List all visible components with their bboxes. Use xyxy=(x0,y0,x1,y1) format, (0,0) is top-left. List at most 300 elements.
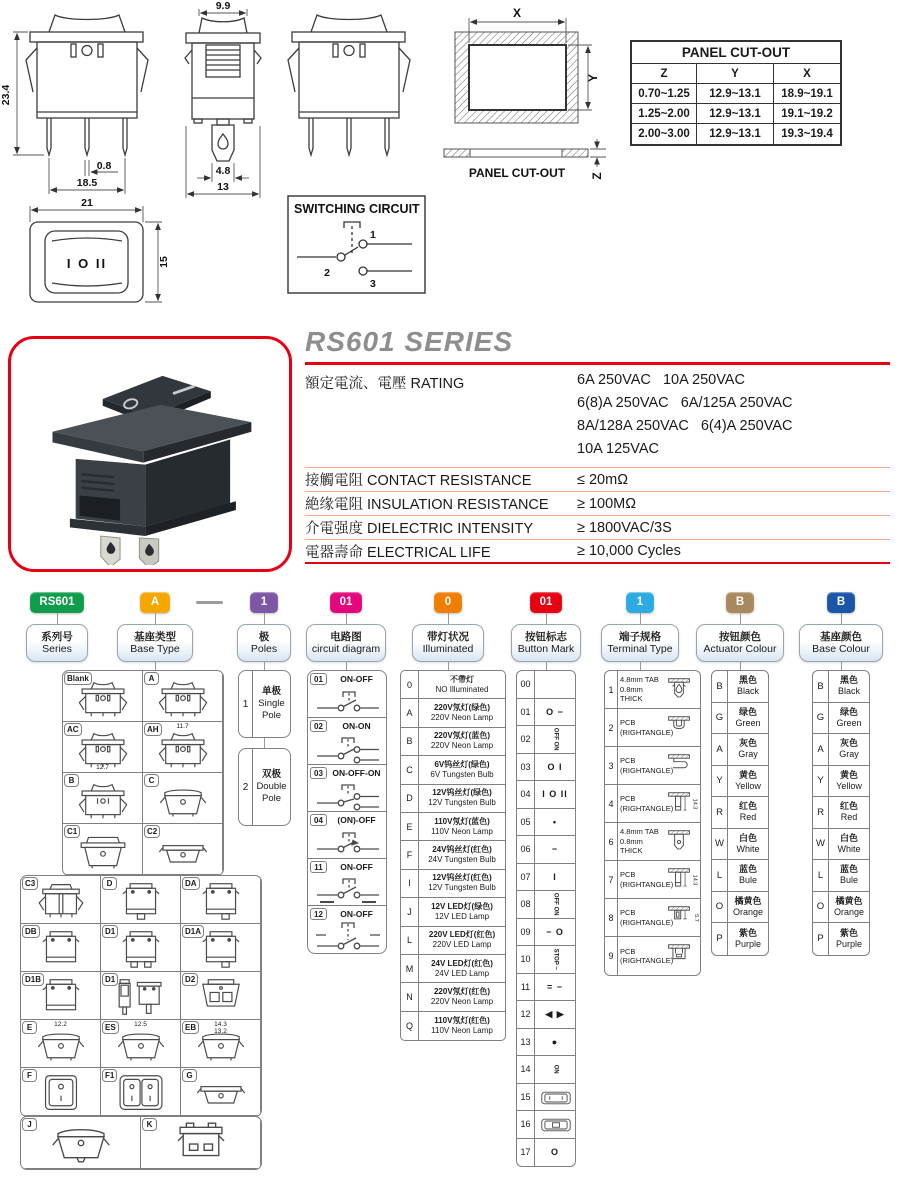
base-type-cell xyxy=(21,972,101,1020)
illuminated-en: 6V Tungsten Bulb xyxy=(430,769,494,779)
button-mark-code: 07 xyxy=(517,864,535,891)
illuminated-code: L xyxy=(401,927,419,954)
colour-en: Orange xyxy=(833,906,865,917)
colour-row xyxy=(712,703,768,735)
base-type-label: D1B xyxy=(22,973,44,986)
base-type-label: E xyxy=(22,1021,37,1034)
circuit-schematic xyxy=(312,875,384,905)
connector-line xyxy=(841,613,842,624)
colour-code: P xyxy=(813,923,829,955)
spec-value: ≥ 1800VAC/3S xyxy=(577,519,672,536)
button-mark-row xyxy=(517,974,575,1002)
button-mark-code: 03 xyxy=(517,754,535,781)
front-view-drawing-2 xyxy=(288,15,410,155)
order-header-poles xyxy=(237,624,291,662)
panel-table-cell: 0.70~1.25 xyxy=(632,84,697,103)
order-header-actuator-colour xyxy=(696,624,784,662)
order-header-base-colour xyxy=(799,624,883,662)
base-type-label: D2 xyxy=(182,973,198,986)
base-type-cell xyxy=(143,824,223,875)
button-mark-glyph: O I xyxy=(547,761,563,772)
base-type-label: C2 xyxy=(144,825,160,838)
colour-cn: 白色 xyxy=(738,832,757,843)
terminal-dim: 14.3 xyxy=(691,874,698,885)
colour-cn: 黑色 xyxy=(738,675,757,686)
base-type-switch-drawing xyxy=(159,1120,243,1166)
button-mark-code: 12 xyxy=(517,1001,535,1028)
button-mark-glyph: − xyxy=(551,844,559,855)
header-cn: 极 xyxy=(258,630,270,643)
panel-table-cell: 1.25~2.00 xyxy=(632,104,697,123)
terminal-row xyxy=(605,899,700,937)
panel-table-header-y: Y xyxy=(697,64,774,83)
pole-en: Double Pole xyxy=(256,781,287,804)
colour-code: A xyxy=(813,734,829,765)
colour-row xyxy=(813,923,869,955)
illuminated-en: 12V Tungsten Bulb xyxy=(428,798,496,808)
panel-cutout-drawing xyxy=(444,6,606,180)
base-type-label: EB xyxy=(182,1021,199,1034)
base-type-label: AH xyxy=(144,723,162,736)
terminal-line1: PCB xyxy=(620,870,636,879)
terminal-code: 6 xyxy=(605,823,618,860)
base-type-switch-drawing xyxy=(150,730,216,770)
base-type-cell xyxy=(101,876,181,924)
illuminated-en: NO Illuminated xyxy=(435,684,489,694)
order-column-actuator-colour xyxy=(696,592,784,662)
colour-en: Green xyxy=(836,717,862,728)
button-mark-code: 10 xyxy=(517,946,535,973)
order-column-series xyxy=(26,592,88,662)
colour-cn: 橘黄色 xyxy=(835,895,863,906)
base-type-dim: 12.7 xyxy=(96,764,109,771)
illuminated-cn: 24V LED灯(红色) xyxy=(431,958,493,968)
illuminated-row xyxy=(401,870,505,898)
illuminated-row xyxy=(401,699,505,727)
base-type-label: A xyxy=(144,672,159,685)
spec-label: 電器壽命 ELECTRICAL LIFE xyxy=(305,544,491,561)
base-type-label: B xyxy=(64,774,79,787)
spec-value: ≥ 10,000 Cycles xyxy=(577,543,681,559)
circuit-schematic xyxy=(312,687,384,717)
base-type-dim: 12.2 xyxy=(54,1021,67,1028)
colour-row xyxy=(712,829,768,861)
circuit-code: 02 xyxy=(310,720,327,732)
colour-code: O xyxy=(712,892,728,923)
terminal-line2: (RIGHTANGLE) xyxy=(620,956,674,965)
colour-en: Purple xyxy=(835,938,862,949)
order-badge-base-type: A xyxy=(140,592,170,613)
illuminated-cn: 220V LED灯(红色) xyxy=(428,930,496,940)
button-mark-code: 06 xyxy=(517,836,535,863)
colour-code: P xyxy=(712,923,728,955)
connector-line xyxy=(546,613,547,624)
colour-cn: 蓝色 xyxy=(839,864,858,875)
base-type-grid-upper xyxy=(62,670,224,876)
terminal-line1: PCB xyxy=(620,718,636,727)
header-en: Terminal Type xyxy=(607,643,673,655)
product-photo-frame xyxy=(8,336,292,572)
rating-line: 8A/128A 250VAC 6(4)A 250VAC xyxy=(577,418,793,434)
header-cn: 按钮颜色 xyxy=(719,630,761,643)
circuit-schematic xyxy=(312,734,384,764)
illuminated-en: 110V Neon Lamp xyxy=(431,1025,493,1035)
colour-en: White xyxy=(837,843,861,854)
illuminated-row xyxy=(401,841,505,869)
terminal-code: 8 xyxy=(605,899,618,936)
circuit-cell xyxy=(308,765,386,812)
base-type-switch-drawing xyxy=(108,1073,174,1113)
order-column-circuit xyxy=(306,592,386,662)
base-type-label: DB xyxy=(22,925,40,938)
colour-code: Y xyxy=(813,766,829,797)
product-photo xyxy=(19,343,281,565)
illuminated-cn: 24V钨丝灯(红色) xyxy=(432,845,492,855)
spec-value: ≤ 20mΩ xyxy=(577,471,629,488)
order-column-base-colour xyxy=(799,592,883,662)
colour-row xyxy=(712,766,768,798)
colour-code: G xyxy=(813,703,829,734)
order-badge-actuator-colour: B xyxy=(726,592,754,613)
terminal-type-table xyxy=(604,670,701,976)
order-column-poles xyxy=(237,592,291,662)
terminal-row xyxy=(605,823,700,861)
terminal-icon xyxy=(666,904,692,932)
colour-en: Bule xyxy=(839,875,858,886)
circuit-code: 03 xyxy=(310,767,327,779)
header-en: Base Type xyxy=(130,643,180,655)
colour-en: Gray xyxy=(738,749,758,760)
panel-table-row xyxy=(632,104,840,124)
base-type-switch-drawing xyxy=(28,1025,94,1065)
circuit-cell xyxy=(308,671,386,718)
colour-en: Yellow xyxy=(735,780,761,791)
colour-row xyxy=(813,860,869,892)
circuit-cell xyxy=(308,718,386,765)
illuminated-cn: 220V氖灯(红色) xyxy=(433,986,490,996)
terminal-line2: (RIGHTANGLE) xyxy=(620,917,674,927)
dim-pin-width: 0.8 xyxy=(96,160,112,172)
terminal-code: 3 xyxy=(605,747,618,784)
terminal-icon xyxy=(666,752,692,780)
button-mark-code: 16 xyxy=(517,1111,535,1138)
spec-rating-values xyxy=(577,369,793,461)
base-type-cell xyxy=(63,722,143,773)
terminal-icon xyxy=(666,866,692,894)
terminal-code: 2 xyxy=(605,709,618,746)
order-header-circuit xyxy=(306,624,386,662)
base-type-cell xyxy=(181,924,261,972)
poles-option-double xyxy=(238,748,291,826)
header-en: circuit diagram xyxy=(311,643,381,655)
terminal-line2: (RIGHTANGLE) xyxy=(620,879,674,889)
poles-option-single xyxy=(238,670,291,738)
base-type-label: ES xyxy=(102,1021,119,1034)
dim-tab-width: 4.8 xyxy=(215,165,231,177)
base-type-switch-drawing xyxy=(150,781,216,821)
colour-row xyxy=(813,797,869,829)
colour-row xyxy=(813,892,869,924)
colour-en: White xyxy=(736,843,760,854)
connector-line xyxy=(264,613,265,624)
colour-row xyxy=(712,671,768,703)
circuit-diagram-table xyxy=(307,670,387,954)
colour-code: Y xyxy=(712,766,728,797)
base-type-cell xyxy=(181,1068,261,1116)
dim-side-width: 13 xyxy=(217,181,229,193)
panel-table-cell: 19.1~19.2 xyxy=(781,108,833,120)
base-type-switch-drawing xyxy=(188,1073,254,1113)
terminal-line1: PCB xyxy=(620,946,636,956)
rating-line: 6A 250VAC 10A 250VAC xyxy=(577,372,745,388)
illuminated-row xyxy=(401,728,505,756)
illuminated-en: 220V Neon Lamp xyxy=(430,996,494,1006)
connector-line xyxy=(640,613,641,624)
circuit-terminal-1: 1 xyxy=(370,229,376,241)
base-type-label: F xyxy=(22,1069,37,1082)
base-type-label: K xyxy=(142,1118,157,1131)
base-type-dim: 14.3 xyxy=(214,1021,227,1028)
illuminated-en: 220V LED Lamp xyxy=(432,940,492,950)
base-type-label: G xyxy=(182,1069,197,1082)
panel-table-cell: 12.9~13.1 xyxy=(697,104,774,123)
button-mark-glyph: STOP − xyxy=(552,948,558,970)
order-header-illuminated xyxy=(412,624,484,662)
header-cn: 系列号 xyxy=(41,630,73,643)
base-type-label: D1 xyxy=(102,925,118,938)
base-type-cell xyxy=(181,972,261,1020)
header-cn: 按钮标志 xyxy=(525,630,567,643)
circuit-schematic xyxy=(312,781,384,811)
button-mark-glyph xyxy=(535,1084,575,1111)
button-mark-code: 11 xyxy=(517,974,535,1001)
colour-cn: 灰色 xyxy=(839,738,858,749)
base-type-cell xyxy=(21,876,101,924)
panel-cutout-table xyxy=(630,40,842,146)
colour-code: R xyxy=(712,797,728,828)
base-type-grid-bottom xyxy=(20,1116,262,1170)
base-type-cell xyxy=(63,824,143,875)
pole-cn: 双极 xyxy=(261,769,281,780)
illuminated-code: I xyxy=(401,870,419,897)
button-mark-glyph: = − xyxy=(546,981,563,992)
terminal-line2: 0.8mm THICK xyxy=(620,684,643,704)
header-en: Actuator Colour xyxy=(703,643,777,655)
illuminated-row xyxy=(401,927,505,955)
colour-cn: 绿色 xyxy=(738,706,757,717)
base-type-switch-drawing xyxy=(150,832,216,872)
order-header-button-mark xyxy=(511,624,581,662)
spec-label: 額定電流、電壓 RATING xyxy=(305,376,465,392)
header-cn: 带灯状况 xyxy=(427,630,469,643)
base-type-dim: 12.5 xyxy=(134,1021,147,1028)
illuminated-cn: 不帶灯 xyxy=(450,674,474,684)
colour-code: O xyxy=(813,892,829,923)
pole-code: 2 xyxy=(239,749,253,825)
pole-code: 1 xyxy=(239,671,253,737)
panel-table-header-x: X xyxy=(803,68,811,80)
circuit-cell xyxy=(308,812,386,859)
terminal-line1: PCB xyxy=(620,908,636,917)
button-mark-code: 05 xyxy=(517,809,535,836)
button-mark-glyph: ON xyxy=(552,1064,558,1074)
colour-en: Yellow xyxy=(836,780,862,791)
button-mark-row xyxy=(517,726,575,754)
circuit-schematic xyxy=(312,922,384,952)
illuminated-row xyxy=(401,785,505,813)
button-mark-glyph xyxy=(535,1111,575,1138)
colour-code: R xyxy=(813,797,829,828)
side-view-drawing xyxy=(185,18,261,161)
base-type-cell xyxy=(21,1117,141,1169)
button-mark-code: 00 xyxy=(517,671,535,698)
base-type-label: D1 xyxy=(102,973,118,986)
dim-flange-width: 21 xyxy=(81,197,93,209)
button-mark-glyph: O xyxy=(550,1147,559,1158)
button-mark-row xyxy=(517,946,575,974)
dim-bottom-height: 15 xyxy=(158,256,170,268)
terminal-line2: (RIGHTANGLE) xyxy=(620,765,674,775)
terminal-icon xyxy=(666,676,692,704)
order-code-dash xyxy=(196,601,223,604)
colour-cn: 黄色 xyxy=(738,769,757,780)
colour-en: Purple xyxy=(734,938,761,949)
illuminated-cn: 6V钨丝灯(绿色) xyxy=(434,759,490,769)
terminal-code: 4 xyxy=(605,785,618,822)
button-mark-code: 09 xyxy=(517,919,535,946)
button-mark-glyph: • xyxy=(552,816,558,827)
illuminated-cn: 220V氖灯(绿色) xyxy=(433,703,490,713)
button-mark-glyph: O − xyxy=(546,706,564,717)
base-type-label: DA xyxy=(182,877,200,890)
circuit-label: (ON)-OFF xyxy=(337,815,376,825)
order-badge-poles: 1 xyxy=(250,592,278,613)
button-mark-row xyxy=(517,1084,575,1112)
button-mark-code: 04 xyxy=(517,781,535,808)
colour-cn: 蓝色 xyxy=(738,864,757,875)
rating-line: 10A 125VAC xyxy=(577,441,659,457)
terminal-code: 9 xyxy=(605,937,618,975)
colour-code: B xyxy=(712,671,728,702)
terminal-icon xyxy=(666,828,692,856)
colour-cn: 紫色 xyxy=(738,927,757,938)
circuit-label: ON-OFF xyxy=(340,909,373,919)
dim-pin-span: 18.5 xyxy=(76,177,98,189)
colour-row xyxy=(712,860,768,892)
button-mark-glyph xyxy=(535,671,575,698)
colour-code: A xyxy=(712,734,728,765)
button-mark-code: 17 xyxy=(517,1139,535,1167)
circuit-schematic xyxy=(312,828,384,858)
base-type-cell xyxy=(21,1020,101,1068)
connector-line xyxy=(346,613,347,624)
illuminated-code: E xyxy=(401,813,419,840)
terminal-code: 1 xyxy=(605,671,618,708)
terminal-icon xyxy=(666,714,692,742)
base-type-dim: 11.7 xyxy=(176,723,189,730)
terminal-row xyxy=(605,937,700,975)
illuminated-table xyxy=(400,670,506,1041)
order-badge-series: RS601 xyxy=(30,592,84,613)
spec-label: 絶缘電阻 INSULATION RESISTANCE xyxy=(305,497,549,513)
illuminated-en: 12V Tungsten Bulb xyxy=(428,883,496,893)
illuminated-row xyxy=(401,983,505,1011)
panel-cutout-caption: PANEL CUT-OUT xyxy=(468,166,566,180)
base-type-switch-drawing xyxy=(28,1073,94,1113)
button-mark-code: 13 xyxy=(517,1029,535,1056)
order-column-terminal xyxy=(601,592,679,662)
colour-cn: 白色 xyxy=(839,832,858,843)
button-mark-glyph: I xyxy=(553,871,557,882)
circuit-code: 11 xyxy=(310,861,327,873)
spec-label: 介電强度 DIELECTRIC INTENSITY xyxy=(305,521,533,537)
colour-row xyxy=(813,671,869,703)
base-type-dim: 13.2 xyxy=(214,1028,227,1035)
colour-row xyxy=(813,703,869,735)
button-mark-row xyxy=(517,1111,575,1139)
colour-code: L xyxy=(712,860,728,891)
header-en: Button Mark xyxy=(517,643,575,655)
colour-cn: 紫色 xyxy=(839,927,858,938)
header-en: Base Colour xyxy=(812,643,870,655)
base-type-switch-drawing xyxy=(108,881,174,921)
illuminated-en: 24V LED Lamp xyxy=(434,968,490,978)
colour-cn: 红色 xyxy=(839,801,858,812)
circuit-code: 01 xyxy=(310,673,327,685)
panel-table-cell: 12.9~13.1 xyxy=(697,124,774,144)
rocker-marks: I O II xyxy=(66,256,108,271)
illuminated-en: 110V Neon Lamp xyxy=(431,826,493,836)
base-type-cell xyxy=(21,924,101,972)
order-badge-terminal: 1 xyxy=(626,592,654,613)
order-header-terminal xyxy=(601,624,679,662)
panel-table-cell: 19.3~19.4 xyxy=(781,128,833,140)
illuminated-en: 220V Neon Lamp xyxy=(430,741,494,751)
illuminated-row xyxy=(401,756,505,784)
base-type-cell xyxy=(101,1020,181,1068)
colour-code: L xyxy=(813,860,829,891)
order-badge-base-colour: B xyxy=(827,592,855,613)
connector-line xyxy=(155,613,156,624)
pole-en: Single Pole xyxy=(258,698,285,721)
button-mark-code: 02 xyxy=(517,726,535,753)
illuminated-row xyxy=(401,955,505,983)
illuminated-code: C xyxy=(401,756,419,783)
rating-line: 6(8)A 250VAC 6A/125A 250VAC xyxy=(577,395,793,411)
colour-en: Gray xyxy=(839,749,859,760)
colour-en: Red xyxy=(840,812,858,823)
button-mark-row xyxy=(517,1139,575,1167)
panel-y-label: Y xyxy=(586,73,600,83)
panel-x-label: X xyxy=(512,6,522,20)
illuminated-code: A xyxy=(401,699,419,726)
panel-z-label: Z xyxy=(590,172,604,180)
base-type-label: J xyxy=(22,1118,37,1131)
switching-circuit-title: SWITCHING CIRCUIT xyxy=(294,202,420,216)
button-mark-code: 15 xyxy=(517,1084,535,1111)
button-mark-row xyxy=(517,1056,575,1084)
colour-code: W xyxy=(813,829,829,860)
base-type-label: D xyxy=(102,877,117,890)
base-type-cell xyxy=(141,1117,261,1169)
base-type-cell xyxy=(181,876,261,924)
header-en: Poles xyxy=(250,643,278,655)
button-mark-glyph: − O xyxy=(546,926,564,937)
button-mark-glyph: ● xyxy=(551,1036,559,1047)
circuit-code: 12 xyxy=(310,908,327,920)
base-type-label: AC xyxy=(64,723,82,736)
button-mark-row xyxy=(517,836,575,864)
